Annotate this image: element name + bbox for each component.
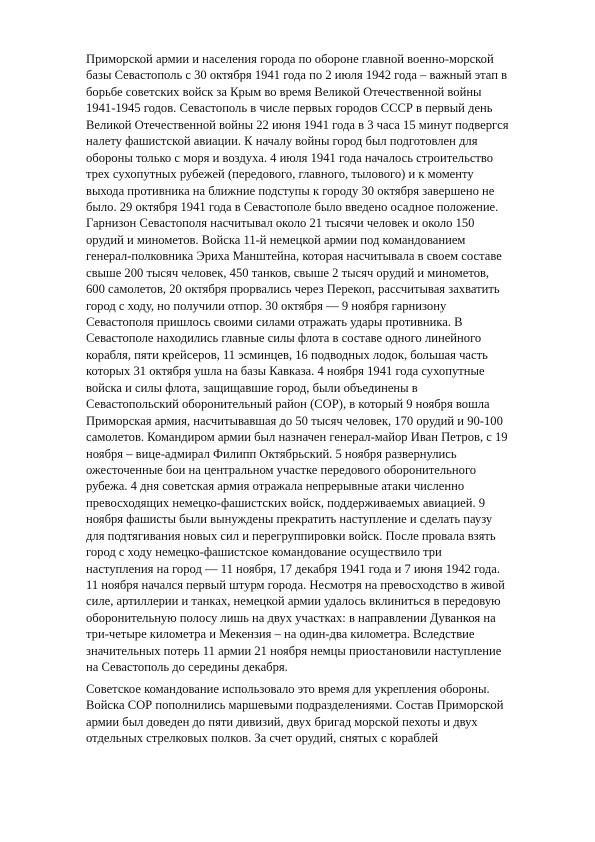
text-line: генерал-полковника Эриха Манштейна, которая насчитывала в своем составе: [86, 249, 502, 264]
text-line: Севастополе находились главные силы флота в составе одного линейного: [86, 331, 482, 346]
text-line: Приморской армии и населения города по обороне главной военно-морской: [86, 52, 494, 66]
text-line: Севастополя пришлось своими силами отражать удары противника. В: [86, 315, 463, 329]
text-line: город с ходу, но получили отпор. 30 октября — 9 ноября гарнизону: [86, 298, 447, 313]
text-line: оборонительную полосу лишь на двух участках: в направлении Дуванкоя на: [86, 610, 496, 625]
paragraph: [86, 51, 549, 676]
text-line: Гарнизон Севастополя насчитывал около 21 тысячи человек и около 150: [86, 216, 475, 231]
text-line: Великой Отечественной войны 22 июня 1941 года в 3 часа 15 минут подвергся: [86, 117, 509, 132]
text-line: корабля, пяти крейсеров, 11 эсминцев, 16 подводных лодок, большая часть: [86, 347, 488, 362]
text-line: силе, артиллерии и танках, немецкой армии удалось вклиниться в передовую: [86, 594, 501, 609]
text-line: борьбе советских войск за Крым во время Великой Отечественной войны: [86, 84, 482, 99]
text-line: орудий и минометов. Войска 11-й немецкой армии под командованием: [86, 232, 466, 247]
text-line: обороны только с моря и воздуха. 4 июля 1941 года началось строительство: [86, 150, 494, 165]
text-line: превосходящих немецко-фашистских войск, поддерживаемых авиацией. 9: [86, 495, 486, 510]
text-line: 600 самолетов, 20 октября прорвались через Перекоп, рассчитывая захватить: [86, 282, 500, 297]
text-line: ноября фашисты были вынуждены прекратить наступление и сделать паузу: [86, 512, 493, 527]
text-line: войска и силы флота, защищавшие город, были объединены в: [86, 380, 418, 395]
text-line: отдельных стрелковых полков. За счет орудий, снятых с кораблей: [86, 730, 439, 745]
text-line: ожесточенные бои на центральном участке передового оборонительного: [86, 462, 477, 477]
text-line: свыше 200 тысяч человек, 450 танков, свыше 2 тысяч орудий и минометов,: [86, 265, 490, 280]
text-line: для подтягивания новых сил и перегруппировки войск. После провала взять: [86, 528, 496, 543]
text-line: налету фашистской авиации. К началу войны город был подготовлен для: [86, 134, 478, 149]
text-line: базы Севастополь с 30 октября 1941 года по 2 июля 1942 года – важный этап в: [86, 68, 508, 83]
text-line: 1941-1945 годов. Севастополь в числе первых городов СССР в первый день: [86, 101, 493, 116]
text-line: трех сухопутных рубежей (передового, главного, тылового) и к моменту: [86, 167, 474, 182]
text-line: значительных потерь 11 армии 21 ноября немцы приостановили наступление: [86, 643, 502, 658]
text-line: которых 31 октября ушла на базы Кавказа. 4 ноября 1941 года сухопутные: [86, 364, 485, 379]
text-line: 11 ноября начался первый штурм города. Несмотря на превосходство в живой: [86, 578, 505, 592]
text-line: армии был доведен до пяти дивизий, двух бригад морской пехоты и двух: [86, 714, 478, 729]
text-line: Приморская армия, насчитывавшая до 50 тысяч человек, 170 орудий и 90-100: [86, 413, 503, 428]
text-line: город с ходу немецко-фашистское командование осуществило три: [86, 545, 442, 560]
document-body: [86, 51, 549, 746]
text-line: самолетов. Командиром армии был назначен генерал-майор Иван Петров, с 19: [86, 430, 508, 445]
text-line: Советское командование использовало это время для укрепления обороны.: [86, 681, 490, 696]
text-line: Войска СОР пополнились маршевыми подразделениями. Состав Приморской: [86, 698, 504, 713]
text-line: три-четыре километра и Мекензия – на один-два километра. Вследствие: [86, 627, 475, 642]
text-line: ноября – вице-адмирал Филипп Октябрьский. 5 ноября развернулись: [86, 446, 457, 461]
paragraph: [86, 681, 549, 747]
text-line: было. 29 октября 1941 года в Севастополе было введено осадное положение.: [86, 199, 499, 214]
text-line: выхода противника на ближние подступы к городу 30 октября завершено не: [86, 183, 495, 198]
text-line: на Севастополь до середины декабря.: [86, 660, 288, 675]
text-line: рубежа. 4 дня советская армия отражала непрерывные атаки численно: [86, 479, 465, 494]
text-line: наступления на город — 11 ноября, 17 декабря 1941 года и 7 июня 1942 года.: [86, 561, 500, 576]
text-line: Севастопольский оборонительный район (СОР), в который 9 ноября вошла: [86, 397, 490, 412]
